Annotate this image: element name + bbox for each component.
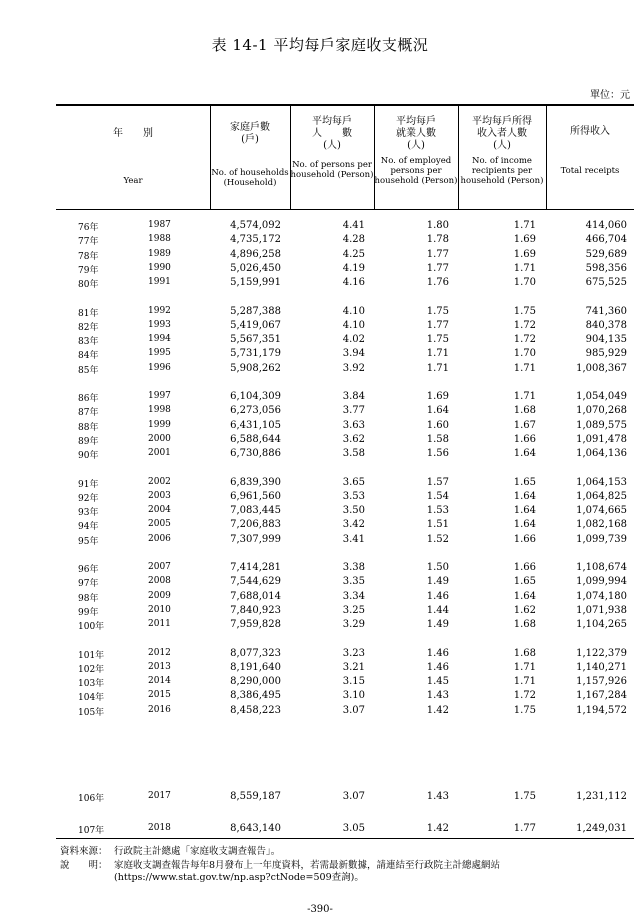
- remark-note-continued: [114, 872, 364, 884]
- cell-employed: 1.69: [426, 391, 449, 402]
- cell-year: 1996: [148, 362, 171, 373]
- cell-roc-year: 82年: [78, 322, 99, 333]
- cell-receipts: 1,008,367: [576, 362, 627, 374]
- cell-year: 1991: [148, 277, 171, 288]
- cell-roc-year: 98年: [78, 593, 99, 604]
- header-receipts: [546, 104, 634, 209]
- cell-persons: 4.10: [342, 305, 365, 317]
- cell-receipts: 675,525: [585, 277, 627, 289]
- cell-receipts: 1,249,031: [576, 823, 627, 834]
- cell-persons: 4.16: [342, 277, 365, 289]
- header-employed-zh: 平均每戶: [396, 116, 436, 127]
- cell-households: 5,287,388: [230, 305, 281, 317]
- cell-employed: 1.76: [426, 277, 449, 289]
- cell-persons: 3.50: [342, 505, 365, 517]
- cell-roc-year: 76年: [78, 223, 99, 233]
- cell-year: 2008: [148, 576, 171, 587]
- source-text: 行政院主計總處「家庭收支調查報告」。: [114, 846, 281, 857]
- cell-employed: 1.77: [426, 319, 449, 331]
- cell-roc-year: 101年: [78, 650, 105, 661]
- remark-text: 家庭收支調查報告每年8月發布上一年度資料，若需最新數據，請連結至行政院主計總處網站: [114, 860, 501, 871]
- cell-persons: 3.58: [342, 448, 365, 460]
- header-year: [56, 104, 210, 209]
- cell-recipients: 1.77: [513, 823, 536, 834]
- cell-employed: 1.46: [426, 647, 449, 659]
- header-households: [210, 104, 290, 209]
- cell-receipts: 1,140,271: [576, 661, 627, 673]
- cell-receipts: 1,070,268: [576, 405, 627, 417]
- table-row: [56, 448, 634, 462]
- header-employed: [374, 104, 458, 209]
- cell-persons: 3.29: [342, 619, 365, 631]
- header-employed-en: No. of employed persons per household (Person): [374, 156, 458, 186]
- header-households-zh2: (戶): [241, 134, 259, 145]
- cell-households: 6,588,644: [230, 433, 281, 445]
- cell-households: 5,567,351: [230, 334, 281, 346]
- cell-recipients: 1.67: [513, 419, 536, 431]
- table-row: [56, 249, 634, 263]
- cell-persons: 3.05: [342, 823, 365, 834]
- cell-persons: 3.35: [342, 576, 365, 588]
- header-persons-zh2: 人 數: [312, 128, 352, 139]
- cell-employed: 1.77: [426, 262, 449, 274]
- cell-year: 2003: [148, 490, 171, 501]
- cell-year: 1990: [148, 262, 171, 273]
- cell-employed: 1.53: [426, 505, 449, 517]
- cell-roc-year: 90年: [78, 451, 99, 462]
- cell-receipts: 414,060: [585, 220, 627, 231]
- cell-persons: 3.25: [342, 604, 365, 616]
- cell-receipts: 1,064,153: [576, 476, 627, 488]
- cell-recipients: 1.65: [513, 476, 536, 488]
- cell-recipients: 1.65: [513, 576, 536, 588]
- cell-receipts: 1,064,136: [576, 448, 627, 460]
- cell-households: 8,458,223: [230, 704, 281, 716]
- header-receipts-zh: 所得收入: [570, 126, 610, 137]
- table-row: [56, 576, 634, 590]
- cell-employed: 1.45: [426, 676, 449, 688]
- cell-persons: 3.53: [342, 490, 365, 502]
- cell-employed: 1.71: [426, 362, 449, 374]
- cell-year: 1992: [148, 305, 171, 316]
- cell-employed: 1.78: [426, 234, 449, 246]
- cell-receipts: 985,929: [585, 348, 627, 360]
- cell-receipts: 466,704: [585, 234, 627, 246]
- cell-roc-year: 95年: [78, 536, 99, 547]
- cell-roc-year: 84年: [78, 351, 99, 362]
- cell-recipients: 1.68: [513, 619, 536, 631]
- cell-employed: 1.46: [426, 661, 449, 673]
- cell-employed: 1.64: [426, 405, 449, 417]
- cell-households: 6,839,390: [230, 476, 281, 488]
- cell-year: 1989: [148, 248, 171, 259]
- cell-year: 2009: [148, 590, 171, 601]
- cell-households: 7,840,923: [230, 604, 281, 616]
- cell-employed: 1.60: [426, 419, 449, 431]
- cell-year: 1993: [148, 319, 171, 330]
- cell-receipts: 1,108,674: [576, 562, 627, 573]
- table-row: [56, 676, 634, 690]
- cell-households: 4,735,172: [230, 234, 281, 246]
- cell-roc-year: 86年: [78, 394, 99, 404]
- cell-employed: 1.80: [426, 220, 449, 231]
- table-row: [56, 823, 634, 837]
- table-row: [56, 491, 634, 505]
- cell-households: 8,077,323: [230, 647, 281, 659]
- cell-recipients: 1.66: [513, 433, 536, 445]
- cell-households: 7,688,014: [230, 590, 281, 602]
- table-row: [56, 648, 634, 662]
- cell-receipts: 1,122,379: [576, 647, 627, 659]
- cell-employed: 1.57: [426, 476, 449, 488]
- cell-roc-year: 81年: [78, 308, 99, 319]
- cell-households: 7,307,999: [230, 533, 281, 545]
- cell-persons: 4.28: [342, 234, 365, 246]
- cell-households: 5,908,262: [230, 362, 281, 374]
- header-recipients-en: No. of income recipients per household (Person): [460, 156, 544, 186]
- cell-recipients: 1.75: [513, 791, 536, 802]
- cell-households: 6,273,056: [230, 405, 281, 417]
- cell-persons: 3.38: [342, 562, 365, 573]
- cell-receipts: 1,091,478: [576, 433, 627, 445]
- cell-households: 7,544,629: [230, 576, 281, 588]
- header-persons: [290, 104, 374, 209]
- cell-persons: 3.62: [342, 433, 365, 445]
- cell-receipts: 1,082,168: [576, 519, 627, 531]
- header-recipients-zh3: (人): [493, 140, 511, 151]
- cell-recipients: 1.68: [513, 405, 536, 417]
- table-row: [56, 234, 634, 248]
- cell-recipients: 1.64: [513, 519, 536, 531]
- cell-recipients: 1.71: [513, 362, 536, 374]
- cell-year: 2002: [148, 476, 171, 487]
- cell-roc-year: 92年: [78, 493, 99, 504]
- cell-recipients: 1.71: [513, 391, 536, 402]
- cell-employed: 1.44: [426, 604, 449, 616]
- remark-note: [60, 860, 500, 872]
- cell-households: 5,159,991: [230, 277, 281, 289]
- header-year-zh: 年 別: [113, 128, 153, 139]
- cell-roc-year: 77年: [78, 237, 99, 248]
- header-households-zh: 家庭戶數: [230, 122, 270, 133]
- table-row: [56, 690, 634, 704]
- cell-receipts: 1,074,665: [576, 505, 627, 517]
- cell-persons: 3.65: [342, 476, 365, 488]
- table-row: [56, 705, 634, 719]
- table-row: [56, 619, 634, 633]
- cell-employed: 1.52: [426, 533, 449, 545]
- cell-roc-year: 83年: [78, 337, 99, 348]
- cell-persons: 3.94: [342, 348, 365, 360]
- cell-year: 2017: [148, 791, 171, 801]
- cell-households: 7,959,828: [230, 619, 281, 631]
- header-bottom-rule: [56, 209, 634, 210]
- cell-households: 4,896,258: [230, 248, 281, 260]
- header-receipts-en: Total receipts: [560, 166, 620, 176]
- cell-roc-year: 106年: [78, 794, 105, 804]
- cell-employed: 1.54: [426, 490, 449, 502]
- cell-households: 6,961,560: [230, 490, 281, 502]
- cell-receipts: 598,356: [585, 262, 627, 274]
- cell-persons: 4.41: [342, 220, 365, 231]
- cell-year: 2016: [148, 704, 171, 715]
- cell-persons: 3.21: [342, 661, 365, 673]
- cell-recipients: 1.71: [513, 220, 536, 231]
- cell-employed: 1.49: [426, 619, 449, 631]
- table-row: [56, 220, 634, 234]
- cell-receipts: 1,089,575: [576, 419, 627, 431]
- cell-year: 2007: [148, 562, 171, 572]
- table-row: [56, 519, 634, 533]
- cell-roc-year: 105年: [78, 707, 105, 718]
- header-year-en: Year: [123, 176, 143, 186]
- cell-recipients: 1.70: [513, 277, 536, 289]
- cell-year: 2010: [148, 604, 171, 615]
- table-row: [56, 605, 634, 619]
- cell-receipts: 840,378: [585, 319, 627, 331]
- cell-households: 6,431,105: [230, 419, 281, 431]
- cell-persons: 3.10: [342, 690, 365, 702]
- cell-roc-year: 102年: [78, 664, 105, 675]
- cell-persons: 3.07: [342, 704, 365, 716]
- cell-year: 2005: [148, 519, 171, 530]
- cell-employed: 1.75: [426, 305, 449, 317]
- cell-persons: 3.92: [342, 362, 365, 374]
- cell-employed: 1.71: [426, 348, 449, 360]
- cell-year: 2004: [148, 505, 171, 516]
- cell-roc-year: 88年: [78, 422, 99, 433]
- cell-employed: 1.58: [426, 433, 449, 445]
- cell-recipients: 1.71: [513, 676, 536, 688]
- cell-year: 2014: [148, 676, 171, 687]
- cell-receipts: 1,064,825: [576, 490, 627, 502]
- cell-recipients: 1.71: [513, 661, 536, 673]
- cell-recipients: 1.72: [513, 690, 536, 702]
- page-number: -390-: [307, 904, 333, 915]
- table-row: [56, 662, 634, 676]
- cell-receipts: 1,194,572: [576, 704, 627, 716]
- cell-persons: 3.15: [342, 676, 365, 688]
- cell-persons: 4.10: [342, 319, 365, 331]
- cell-roc-year: 78年: [78, 251, 99, 262]
- cell-recipients: 1.68: [513, 647, 536, 659]
- remark-text-2: (https://www.stat.gov.tw/np.asp?ctNode=509查詢)。: [114, 872, 364, 883]
- cell-roc-year: 103年: [78, 679, 105, 690]
- cell-receipts: 1,054,049: [576, 391, 627, 402]
- cell-year: 1997: [148, 391, 171, 401]
- cell-recipients: 1.64: [513, 590, 536, 602]
- table-row: [56, 348, 634, 362]
- cell-households: 6,730,886: [230, 448, 281, 460]
- cell-households: 5,731,179: [230, 348, 281, 360]
- header-persons-en: No. of persons per household (Person): [290, 160, 374, 180]
- source-note: [60, 846, 280, 858]
- cell-recipients: 1.64: [513, 448, 536, 460]
- source-label: 資料來源：: [60, 846, 108, 857]
- cell-year: 1995: [148, 348, 171, 359]
- cell-persons: 3.34: [342, 590, 365, 602]
- cell-roc-year: 79年: [78, 265, 99, 276]
- header-employed-zh3: (人): [407, 140, 425, 151]
- cell-roc-year: 99年: [78, 607, 99, 618]
- cell-recipients: 1.66: [513, 533, 536, 545]
- cell-receipts: 1,167,284: [576, 690, 627, 702]
- cell-roc-year: 89年: [78, 436, 99, 447]
- cell-persons: 3.42: [342, 519, 365, 531]
- cell-households: 8,643,140: [230, 823, 281, 834]
- cell-persons: 3.84: [342, 391, 365, 402]
- cell-persons: 3.41: [342, 533, 365, 545]
- cell-recipients: 1.70: [513, 348, 536, 360]
- cell-year: 2015: [148, 690, 171, 701]
- cell-receipts: 904,135: [585, 334, 627, 346]
- cell-recipients: 1.64: [513, 505, 536, 517]
- cell-persons: 3.07: [342, 791, 365, 802]
- cell-year: 2012: [148, 647, 171, 658]
- cell-employed: 1.46: [426, 590, 449, 602]
- cell-recipients: 1.75: [513, 704, 536, 716]
- cell-persons: 4.02: [342, 334, 365, 346]
- cell-receipts: 1,157,926: [576, 676, 627, 688]
- header-employed-zh2: 就業人數: [396, 128, 436, 139]
- cell-year: 1999: [148, 419, 171, 430]
- cell-roc-year: 80年: [78, 280, 99, 291]
- cell-employed: 1.77: [426, 248, 449, 260]
- table-row: [56, 277, 634, 291]
- cell-recipients: 1.69: [513, 234, 536, 246]
- cell-recipients: 1.66: [513, 562, 536, 573]
- cell-receipts: 1,099,994: [576, 576, 627, 588]
- cell-households: 7,414,281: [230, 562, 281, 573]
- cell-households: 7,083,445: [230, 505, 281, 517]
- table-row: [56, 320, 634, 334]
- cell-employed: 1.75: [426, 334, 449, 346]
- cell-year: 1994: [148, 334, 171, 345]
- cell-roc-year: 94年: [78, 522, 99, 533]
- cell-roc-year: 107年: [78, 826, 105, 836]
- cell-roc-year: 91年: [78, 479, 99, 490]
- cell-year: 2018: [148, 823, 171, 833]
- cell-households: 4,574,092: [230, 220, 281, 231]
- cell-recipients: 1.75: [513, 305, 536, 317]
- table-row: [56, 591, 634, 605]
- cell-recipients: 1.64: [513, 490, 536, 502]
- table-row: [56, 391, 634, 405]
- header-persons-zh: 平均每戶: [312, 116, 352, 127]
- cell-year: 2011: [148, 619, 171, 630]
- remark-label: 說 明：: [60, 860, 108, 871]
- cell-households: 8,386,495: [230, 690, 281, 702]
- cell-year: 1998: [148, 405, 171, 416]
- cell-year: 1987: [148, 220, 171, 230]
- table-title: 表 14-1 平均每戶家庭收支概況: [211, 36, 429, 54]
- unit-label: 單位：元: [590, 90, 630, 101]
- table-row: [56, 306, 634, 320]
- cell-recipients: 1.72: [513, 334, 536, 346]
- table-row: [56, 363, 634, 377]
- cell-recipients: 1.72: [513, 319, 536, 331]
- table-row: [56, 791, 634, 805]
- table-row: [56, 263, 634, 277]
- table-row: [56, 334, 634, 348]
- cell-receipts: 741,360: [585, 305, 627, 317]
- cell-receipts: 1,104,265: [576, 619, 627, 631]
- cell-households: 7,206,883: [230, 519, 281, 531]
- table-row: [56, 534, 634, 548]
- cell-year: 2013: [148, 661, 171, 672]
- cell-year: 2000: [148, 433, 171, 444]
- header-persons-zh3: (人): [323, 140, 341, 151]
- cell-employed: 1.43: [426, 791, 449, 802]
- table-row: [56, 434, 634, 448]
- cell-households: 8,191,640: [230, 661, 281, 673]
- cell-roc-year: 104年: [78, 693, 105, 704]
- cell-employed: 1.49: [426, 576, 449, 588]
- cell-roc-year: 97年: [78, 579, 99, 590]
- cell-year: 2001: [148, 448, 171, 459]
- cell-households: 8,559,187: [230, 791, 281, 802]
- cell-year: 1988: [148, 234, 171, 245]
- cell-employed: 1.50: [426, 562, 449, 573]
- cell-roc-year: 85年: [78, 365, 99, 376]
- cell-receipts: 529,689: [585, 248, 627, 260]
- cell-employed: 1.42: [426, 823, 449, 834]
- cell-roc-year: 93年: [78, 508, 99, 519]
- cell-receipts: 1,231,112: [576, 791, 627, 802]
- cell-roc-year: 100年: [78, 622, 105, 633]
- cell-households: 5,419,067: [230, 319, 281, 331]
- table-row: [56, 505, 634, 519]
- table-row: [56, 405, 634, 419]
- cell-employed: 1.42: [426, 704, 449, 716]
- header-recipients: [458, 104, 546, 209]
- cell-receipts: 1,074,180: [576, 590, 627, 602]
- cell-households: 8,290,000: [230, 676, 281, 688]
- cell-roc-year: 96年: [78, 565, 99, 575]
- cell-roc-year: 87年: [78, 408, 99, 419]
- cell-households: 5,026,450: [230, 262, 281, 274]
- cell-persons: 3.77: [342, 405, 365, 417]
- table-row: [56, 477, 634, 491]
- table-row: [56, 420, 634, 434]
- cell-persons: 4.25: [342, 248, 365, 260]
- cell-recipients: 1.62: [513, 604, 536, 616]
- cell-receipts: 1,099,739: [576, 533, 627, 545]
- header-recipients-zh: 平均每戶所得: [472, 116, 532, 127]
- table-row: [56, 562, 634, 576]
- cell-recipients: 1.69: [513, 248, 536, 260]
- cell-persons: 3.23: [342, 647, 365, 659]
- cell-recipients: 1.71: [513, 262, 536, 274]
- cell-year: 2006: [148, 533, 171, 544]
- header-recipients-zh2: 收入者人數: [477, 128, 527, 139]
- cell-employed: 1.56: [426, 448, 449, 460]
- table-bottom-rule: [56, 838, 634, 839]
- cell-employed: 1.43: [426, 690, 449, 702]
- cell-households: 6,104,309: [230, 391, 281, 402]
- cell-persons: 4.19: [342, 262, 365, 274]
- header-households-en: No. of households (Household): [211, 168, 289, 188]
- cell-receipts: 1,071,938: [576, 604, 627, 616]
- cell-persons: 3.63: [342, 419, 365, 431]
- cell-employed: 1.51: [426, 519, 449, 531]
